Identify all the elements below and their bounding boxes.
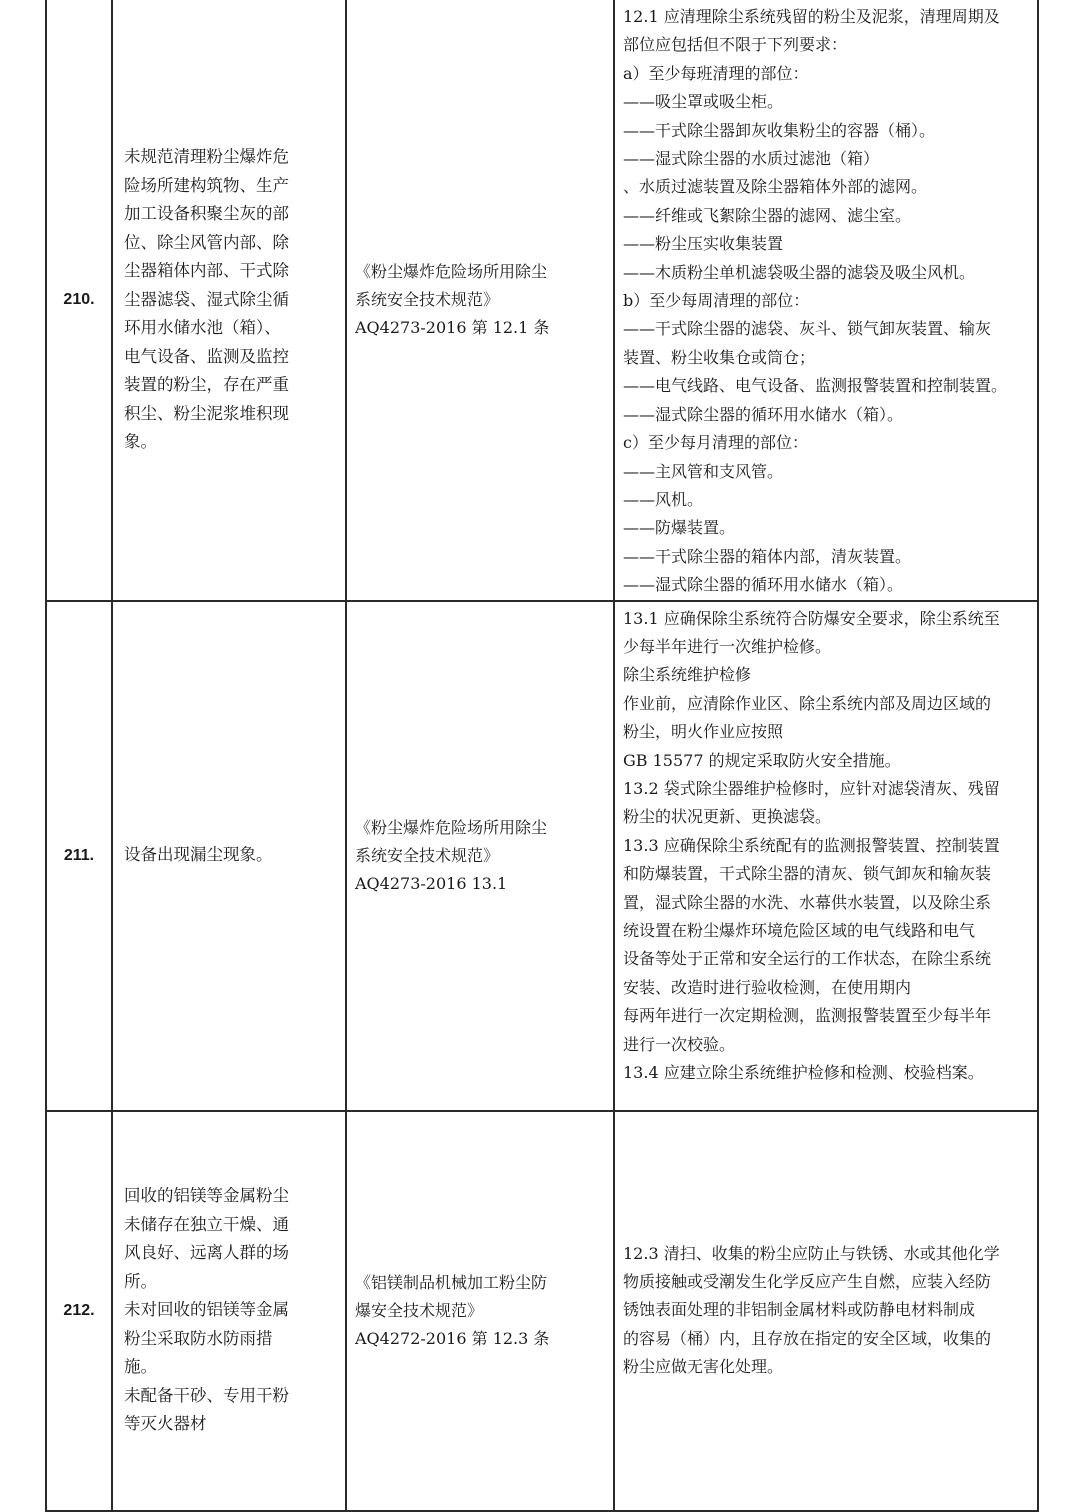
requirement-line: 统设置在粉尘爆炸环境危险区域的电气线路和电气 [623,921,976,940]
basis-line: 《铝镁制品机械加工粉尘防 [355,1272,548,1292]
requirement-line: ——主风管和支风管。 [623,461,784,481]
requirement-line: 设备等处于正常和安全运行的工作状态，在除尘系统 [623,949,992,969]
problem-line: 位、除尘风管内部、除 [124,232,289,252]
problem-line: 积尘、粉尘泥浆堆积现 [124,403,289,423]
requirement-line: 每两年进行一次定期检测，监测报警装置至少每半年 [623,1006,992,1026]
requirement-cell [614,1111,1038,1511]
problem-line: 象。 [124,432,157,452]
requirement-line: 作业前，应清除作业区、除尘系统内部及周边区域的 [623,693,992,713]
requirement-line: c）至少每月清理的部位： [623,433,808,453]
requirement-line: 13.3 应确保除尘系统配有的监测报警装置、控制装置 [623,835,1000,855]
problem-line: 尘器滤袋、湿式除尘循 [124,289,289,309]
requirement-line: 物质接触或受潮发生化学反应产生自燃，应装入经防 [623,1271,992,1291]
requirement-line: ——纤维或飞絮除尘器的滤网、滤尘室。 [623,205,912,225]
problem-line: 加工设备积聚尘灰的部 [124,204,289,224]
basis-line: 系统安全技术规范》 [355,845,500,865]
basis-line: AQ4272-2016 第 12.3 条 [355,1328,550,1348]
regulation-table [45,0,1039,1512]
requirement-line: 13.2 袋式除尘器维护检修时，应针对滤袋清灰、残留 [623,778,1000,798]
requirement-line: 、水质过滤装置及除尘器箱体外部的滤网。 [623,177,928,197]
problem-line: 未规范清理粉尘爆炸危 [124,147,289,167]
problem-line: 粉尘采取防水防雨措 [124,1328,273,1348]
requirement-line: ——干式除尘器卸灰收集粉尘的容器（桶）。 [623,120,936,140]
problem-line: 所。 [124,1271,157,1291]
requirement-line: 13.1 应确保除尘系统符合防爆安全要求，除尘系统至 [623,608,1000,628]
requirement-line: 部位应包括但不限于下列要求： [623,35,848,55]
problem-line: 风良好、远离人群的场 [124,1243,289,1263]
requirement-line: 12.1 应清理除尘系统残留的粉尘及泥浆，清理周期及 [623,7,1000,26]
requirement-line: ——防爆装置。 [623,518,736,538]
row-number: 210. [46,0,112,601]
requirement-line: 12.3 清扫、收集的粉尘应防止与铁锈、水或其他化学 [623,1243,1000,1263]
row-number: 212. [46,1111,112,1511]
basis-line: 系统安全技术规范》 [355,289,500,309]
table-row [46,601,1038,1111]
requirement-line: 13.4 应建立除尘系统维护检修和检测、校验档案。 [623,1063,984,1083]
requirement-line: 安装、改造时进行验收检测，在使用期内 [623,977,912,997]
requirement-line: ——湿式除尘器的循环用水储水（箱）。 [623,404,904,424]
basis-line: AQ4273-2016 13.1 [355,873,508,893]
requirement-line: ——木质粉尘单机滤袋吸尘器的滤袋及吸尘风机。 [623,262,976,282]
requirement-line: ——风机。 [623,489,704,509]
problem-line: 环用水储水池（箱）、 [124,318,281,338]
problem-cell [112,0,346,601]
problem-line: 回收的铝镁等金属粉尘 [124,1186,289,1206]
requirement-line: ——干式除尘器的箱体内部，清灰装置。 [623,546,912,566]
requirement-line: ——湿式除尘器的水质过滤池（箱） [623,149,880,169]
problem-line: 尘器箱体内部、干式除 [124,261,289,281]
requirement-line: 除尘系统维护检修 [623,665,752,685]
problem-line: 险场所建构筑物、生产 [124,175,289,195]
table-row [46,1111,1038,1511]
basis-line: 爆安全技术规范》 [355,1300,484,1320]
problem-line: 未配备干砂、专用干粉 [124,1385,289,1405]
requirement-line: 少每半年进行一次维护检修。 [623,636,832,656]
requirement-line: 和防爆装置，干式除尘器的清灰、锁气卸灰和输灰装 [623,864,992,884]
requirement-line: 锈蚀表面处理的非铝制金属材料或防静电材料制成 [623,1300,976,1320]
requirement-line: 粉尘应做无害化处理。 [623,1357,784,1377]
basis-line: AQ4273-2016 第 12.1 条 [355,317,550,337]
problem-line: 未储存在独立干燥、通 [124,1214,289,1234]
problem-cell [112,601,346,1111]
basis-cell [346,601,614,1111]
problem-line: 未对回收的铝镁等金属 [124,1300,289,1320]
requirement-line: 置，湿式除尘器的水洗、水幕供水装置，以及除尘系 [623,892,992,912]
problem-line: 设备出现漏尘现象。 [124,845,273,865]
requirement-line: a）至少每班清理的部位： [623,63,809,83]
requirement-line: 粉尘的状况更新、更换滤袋。 [623,807,832,827]
requirement-line: ——干式除尘器的滤袋、灰斗、锁气卸灰装置、输灰 [623,319,992,339]
basis-line: 《粉尘爆炸危险场所用除尘 [355,817,548,837]
requirement-cell [614,0,1038,601]
basis-cell [346,0,614,601]
requirement-line: ——湿式除尘器的循环用水储水（箱）。 [623,575,904,595]
basis-cell [346,1111,614,1511]
requirement-line: 粉尘，明火作业应按照 [623,722,784,742]
requirement-line: b）至少每周清理的部位： [623,291,810,311]
requirement-line: 装置、粉尘收集仓或筒仓； [623,347,816,367]
problem-line: 装置的粉尘，存在严重 [124,375,289,395]
requirement-cell [614,601,1038,1111]
problem-cell [112,1111,346,1511]
requirement-line: 的容易（桶）内，且存放在指定的安全区域，收集的 [623,1328,992,1348]
row-number: 211. [46,601,112,1111]
problem-line: 等灭火器材 [124,1414,207,1434]
requirement-line: ——吸尘罩或吸尘柜。 [623,92,784,112]
requirement-line: ——粉尘压实收集装置 [623,234,784,254]
requirement-line: GB 15577 的规定采取防火安全措施。 [623,750,901,770]
requirement-line: ——电气线路、电气设备、监测报警装置和控制装置。 [623,376,1008,396]
requirement-line: 进行一次校验。 [623,1034,736,1054]
problem-line: 施。 [124,1357,157,1377]
problem-line: 电气设备、监测及监控 [124,346,289,366]
table-row [46,0,1038,601]
basis-line: 《粉尘爆炸危险场所用除尘 [355,261,548,281]
